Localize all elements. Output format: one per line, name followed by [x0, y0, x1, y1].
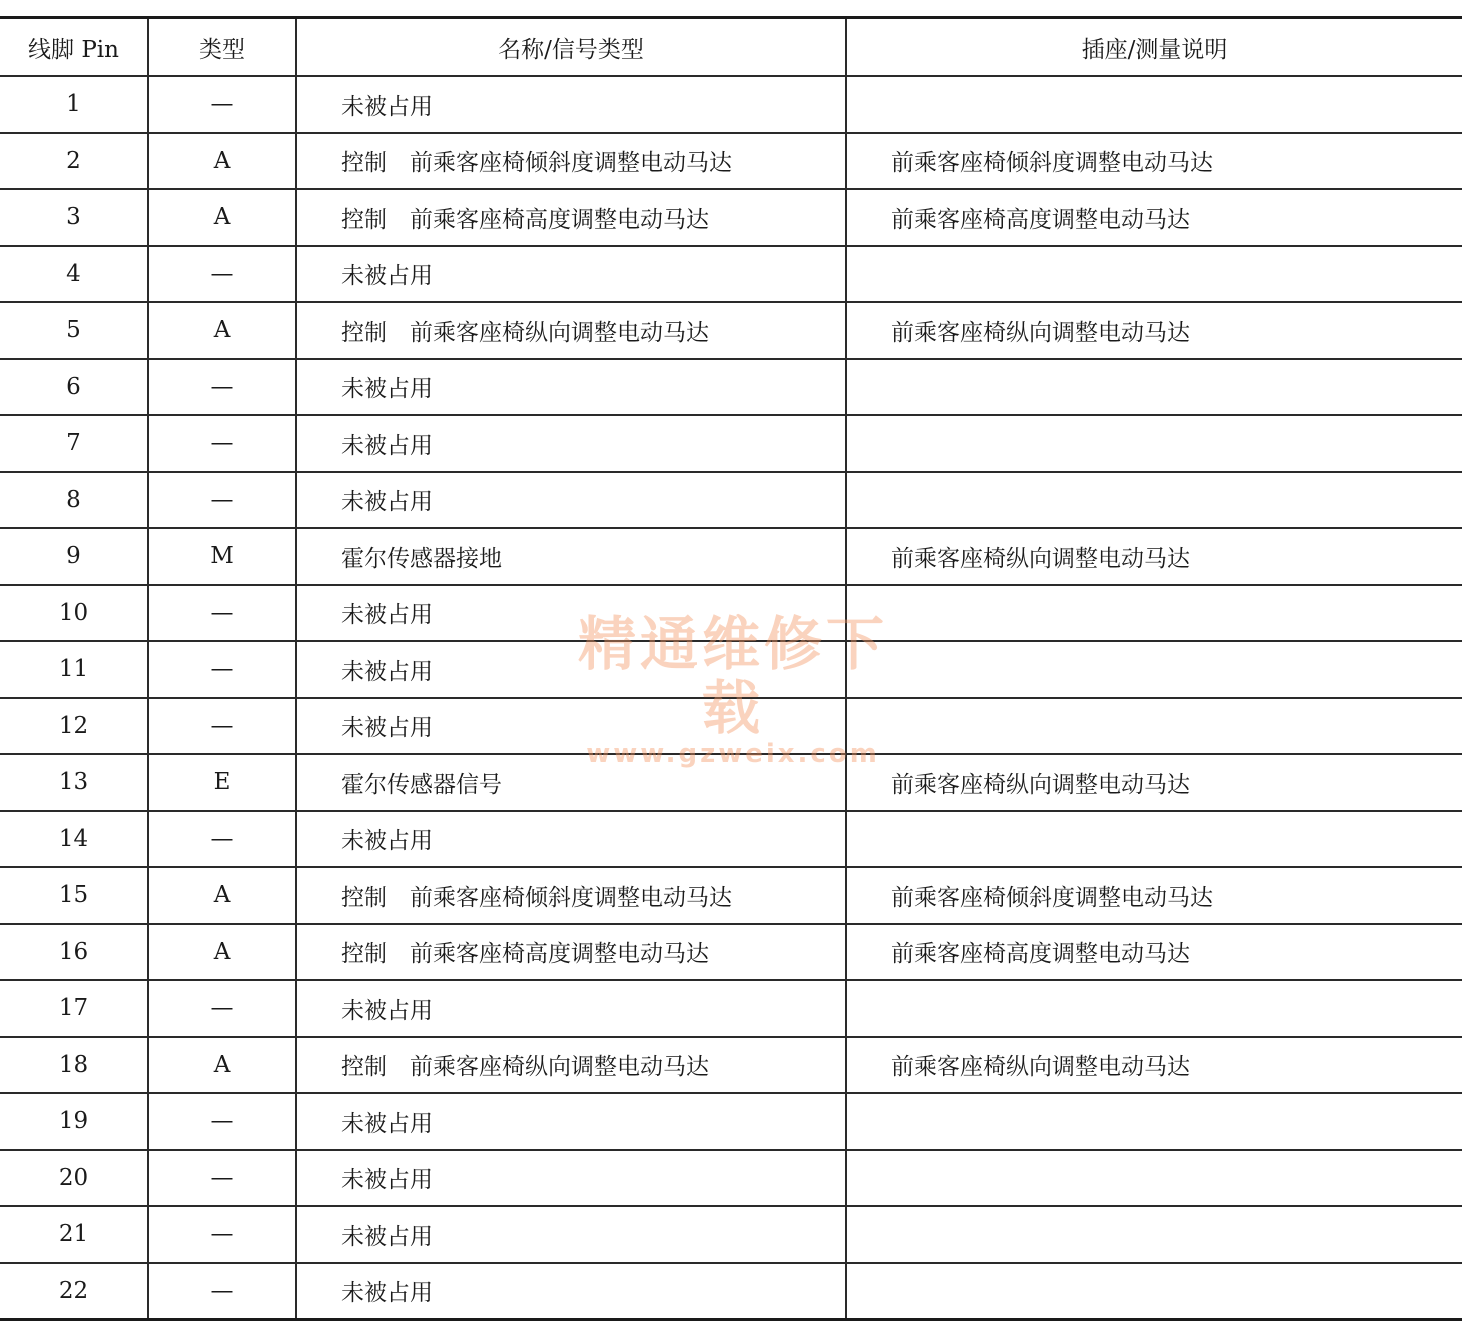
type-cell: [148, 1263, 296, 1320]
name-cell-text: 未被占用: [341, 658, 433, 685]
note-cell-text: 前乘客座椅高度调整电动马达: [891, 941, 1190, 968]
pin-cell-text: 3: [66, 204, 81, 231]
note-cell-text: 前乘客座椅纵向调整电动马达: [891, 771, 1190, 798]
pin-cell: [0, 1206, 148, 1263]
header-pin: 线脚 Pin: [0, 18, 148, 77]
note-cell: [846, 246, 1462, 303]
table-header-row: [0, 18, 1462, 77]
type-cell-text: —: [210, 91, 234, 118]
name-cell-text: 控制 前乘客座椅高度调整电动马达: [341, 941, 709, 968]
type-cell-text: A: [213, 317, 231, 344]
name-cell-text: 未被占用: [341, 263, 433, 290]
name-cell: [296, 528, 846, 585]
note-cell: [846, 1037, 1462, 1094]
pin-cell: [0, 415, 148, 472]
name-cell-text: 未被占用: [341, 376, 433, 403]
pin-cell-text: 14: [58, 825, 89, 852]
pin-cell-text: 11: [58, 656, 89, 683]
name-cell-text: 未被占用: [341, 1110, 433, 1137]
type-cell: [148, 1037, 296, 1094]
name-cell-text: 未被占用: [341, 432, 433, 459]
type-cell: [148, 867, 296, 924]
name-cell: [296, 1150, 846, 1207]
table-row: [0, 133, 1462, 190]
type-cell: [148, 980, 296, 1037]
note-cell: [846, 1263, 1462, 1320]
pin-cell: [0, 585, 148, 642]
name-cell-text: 控制 前乘客座椅纵向调整电动马达: [341, 319, 709, 346]
name-cell-text: 未被占用: [341, 715, 433, 742]
note-cell: [846, 867, 1462, 924]
pin-cell: [0, 1150, 148, 1207]
table-row: [0, 1206, 1462, 1263]
pin-cell-text: 19: [58, 1108, 89, 1135]
pin-cell: [0, 980, 148, 1037]
name-cell-text: 控制 前乘客座椅高度调整电动马达: [341, 206, 709, 233]
type-cell-text: —: [210, 995, 234, 1022]
table-row: [0, 359, 1462, 416]
note-cell: [846, 924, 1462, 981]
pin-cell-text: 9: [66, 543, 81, 570]
name-cell-text: 未被占用: [341, 489, 433, 516]
type-cell: [148, 415, 296, 472]
table-row: [0, 528, 1462, 585]
type-cell-text: —: [210, 825, 234, 852]
pin-cell: [0, 1037, 148, 1094]
name-cell: [296, 980, 846, 1037]
table-row: [0, 1037, 1462, 1094]
name-cell: [296, 698, 846, 755]
type-cell: [148, 641, 296, 698]
table-row: [0, 585, 1462, 642]
name-cell-text: 未被占用: [341, 997, 433, 1024]
type-cell: [148, 302, 296, 359]
pin-cell: [0, 76, 148, 133]
pin-cell-text: 7: [66, 430, 81, 457]
table-row: [0, 415, 1462, 472]
type-cell-text: —: [210, 1221, 234, 1248]
pin-assignment-table: [0, 16, 1462, 1321]
note-cell: [846, 189, 1462, 246]
name-cell-text: 未被占用: [341, 1223, 433, 1250]
note-cell: [846, 1150, 1462, 1207]
note-cell-text: 前乘客座椅倾斜度调整电动马达: [891, 884, 1213, 911]
note-cell-text: 前乘客座椅高度调整电动马达: [891, 206, 1190, 233]
pin-cell-text: 6: [66, 373, 81, 400]
name-cell: [296, 1093, 846, 1150]
note-cell: [846, 585, 1462, 642]
name-cell: [296, 924, 846, 981]
name-cell-text: 未被占用: [341, 1280, 433, 1307]
table-row: [0, 924, 1462, 981]
pin-cell-text: 12: [58, 712, 89, 739]
name-cell: [296, 1037, 846, 1094]
note-cell: [846, 1206, 1462, 1263]
name-cell: [296, 189, 846, 246]
type-cell: [148, 472, 296, 529]
note-cell: [846, 472, 1462, 529]
note-cell-text: 前乘客座椅纵向调整电动马达: [891, 1054, 1190, 1081]
pin-cell-text: 22: [58, 1277, 89, 1304]
table-row: [0, 302, 1462, 359]
note-cell: [846, 811, 1462, 868]
header-name-signal: 名称/信号类型: [296, 18, 846, 77]
type-cell-text: —: [210, 656, 234, 683]
note-cell-text: 前乘客座椅纵向调整电动马达: [891, 319, 1190, 346]
pin-cell: [0, 924, 148, 981]
type-cell-text: —: [210, 260, 234, 287]
table-row: [0, 76, 1462, 133]
header-socket-measure: 插座/测量说明: [846, 18, 1462, 77]
name-cell-text: 未被占用: [341, 602, 433, 629]
type-cell: [148, 246, 296, 303]
name-cell: [296, 754, 846, 811]
name-cell: [296, 472, 846, 529]
pin-cell: [0, 1093, 148, 1150]
pin-cell-text: 10: [58, 599, 89, 626]
pin-cell-text: 1: [66, 91, 81, 118]
table-row: [0, 867, 1462, 924]
type-cell: [148, 359, 296, 416]
name-cell: [296, 76, 846, 133]
pin-cell: [0, 189, 148, 246]
type-cell: [148, 528, 296, 585]
table-row: [0, 1263, 1462, 1320]
type-cell-text: E: [213, 769, 231, 796]
type-cell: [148, 698, 296, 755]
pin-cell: [0, 472, 148, 529]
pin-cell-text: 18: [58, 1051, 89, 1078]
name-cell: [296, 359, 846, 416]
table-row: [0, 811, 1462, 868]
watermark-url: www.gzweix.com: [586, 739, 880, 769]
table-row: [0, 980, 1462, 1037]
type-cell-text: —: [210, 712, 234, 739]
type-cell-text: M: [210, 543, 234, 570]
pin-cell-text: 21: [58, 1221, 89, 1248]
type-cell: [148, 924, 296, 981]
table-row: [0, 472, 1462, 529]
type-cell: [148, 76, 296, 133]
type-cell-text: —: [210, 1277, 234, 1304]
table-row: [0, 1093, 1462, 1150]
note-cell: [846, 980, 1462, 1037]
pin-cell-text: 13: [58, 769, 89, 796]
name-cell: [296, 867, 846, 924]
note-cell-text: 前乘客座椅倾斜度调整电动马达: [891, 150, 1213, 177]
pin-cell-text: 20: [58, 1164, 89, 1191]
name-cell-text: 霍尔传感器信号: [341, 771, 502, 798]
pin-cell: [0, 1263, 148, 1320]
name-cell: [296, 302, 846, 359]
pin-cell: [0, 302, 148, 359]
header-type: 类型: [148, 18, 296, 77]
type-cell: [148, 189, 296, 246]
table-row: [0, 698, 1462, 755]
pin-cell: [0, 867, 148, 924]
pin-cell: [0, 811, 148, 868]
watermark-title: 精通维修下载: [577, 610, 888, 742]
note-cell: [846, 76, 1462, 133]
note-cell: [846, 415, 1462, 472]
pin-cell-text: 5: [66, 317, 81, 344]
type-cell-text: —: [210, 1164, 234, 1191]
type-cell-text: A: [213, 938, 231, 965]
type-cell: [148, 1150, 296, 1207]
name-cell-text: 控制 前乘客座椅纵向调整电动马达: [341, 1054, 709, 1081]
type-cell-text: A: [213, 147, 231, 174]
note-cell: [846, 754, 1462, 811]
name-cell: [296, 641, 846, 698]
type-cell-text: —: [210, 373, 234, 400]
type-cell: [148, 811, 296, 868]
type-cell: [148, 133, 296, 190]
pin-cell-text: 15: [58, 882, 89, 909]
type-cell-text: A: [213, 204, 231, 231]
name-cell: [296, 133, 846, 190]
pin-cell-text: 16: [58, 938, 89, 965]
name-cell: [296, 811, 846, 868]
name-cell-text: 控制 前乘客座椅倾斜度调整电动马达: [341, 150, 732, 177]
type-cell-text: —: [210, 1108, 234, 1135]
table-row: [0, 641, 1462, 698]
note-cell: [846, 641, 1462, 698]
pin-cell-text: 2: [66, 147, 81, 174]
type-cell-text: —: [210, 486, 234, 513]
note-cell: [846, 528, 1462, 585]
note-cell: [846, 359, 1462, 416]
type-cell-text: A: [213, 1051, 231, 1078]
name-cell-text: 未被占用: [341, 93, 433, 120]
type-cell-text: —: [210, 430, 234, 457]
type-cell-text: A: [213, 882, 231, 909]
pin-cell: [0, 754, 148, 811]
name-cell: [296, 1263, 846, 1320]
note-cell: [846, 133, 1462, 190]
name-cell: [296, 246, 846, 303]
pin-cell: [0, 133, 148, 190]
pin-cell: [0, 698, 148, 755]
note-cell: [846, 302, 1462, 359]
pin-cell-text: 17: [58, 995, 89, 1022]
name-cell-text: 未被占用: [341, 828, 433, 855]
note-cell: [846, 698, 1462, 755]
name-cell-text: 未被占用: [341, 1167, 433, 1194]
pin-assignment-sheet: [0, 16, 1462, 1321]
note-cell-text: 前乘客座椅纵向调整电动马达: [891, 545, 1190, 572]
type-cell: [148, 585, 296, 642]
pin-cell-text: 4: [66, 260, 81, 287]
table-row: [0, 189, 1462, 246]
table-row: [0, 754, 1462, 811]
table-row: [0, 1150, 1462, 1207]
name-cell-text: 控制 前乘客座椅倾斜度调整电动马达: [341, 884, 732, 911]
pin-cell-text: 8: [66, 486, 81, 513]
name-cell: [296, 1206, 846, 1263]
type-cell-text: —: [210, 599, 234, 626]
name-cell: [296, 415, 846, 472]
table-body: [0, 76, 1462, 1320]
name-cell-text: 霍尔传感器接地: [341, 545, 502, 572]
note-cell: [846, 1093, 1462, 1150]
type-cell: [148, 1093, 296, 1150]
pin-cell: [0, 359, 148, 416]
table-row: [0, 246, 1462, 303]
type-cell: [148, 1206, 296, 1263]
pin-cell: [0, 528, 148, 585]
name-cell: [296, 585, 846, 642]
type-cell: [148, 754, 296, 811]
pin-cell: [0, 641, 148, 698]
pin-cell: [0, 246, 148, 303]
